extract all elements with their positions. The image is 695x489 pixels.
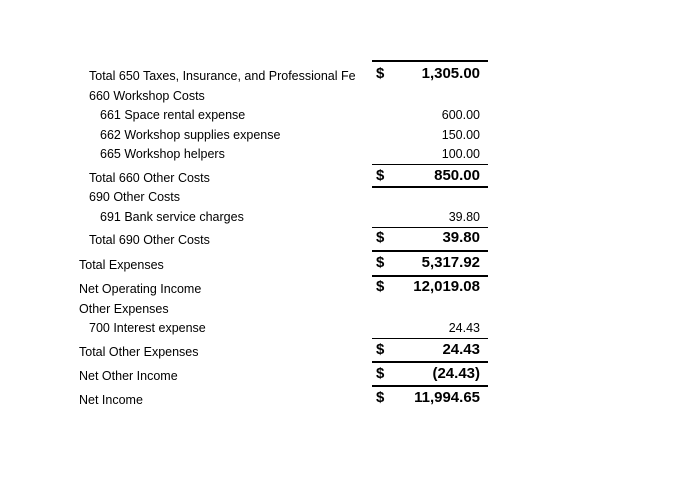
row-665-amount: 100.00: [441, 147, 480, 161]
total-660-amount: 850.00: [434, 167, 480, 184]
net-other-bottom-rule: [372, 385, 488, 387]
net-operating-income-amount: 12,019.08: [413, 278, 480, 295]
total-690-amount: 39.80: [442, 229, 480, 246]
total-660-label: Total 660 Other Costs: [89, 171, 210, 185]
row-661-amount: 600.00: [441, 108, 480, 122]
total-other-top-rule: [372, 338, 488, 339]
total-expenses-currency: $: [376, 254, 385, 271]
total-660-bottom-rule: [372, 186, 488, 188]
row-662-amount: 150.00: [441, 128, 480, 142]
total-650-top-rule: [372, 60, 488, 62]
total-660-top-rule: [372, 164, 488, 165]
row-661-label: 661 Space rental expense: [100, 108, 246, 122]
total-650-currency: $: [376, 65, 385, 82]
total-expenses-label: Total Expenses: [79, 258, 164, 272]
total-660-currency: $: [376, 167, 385, 184]
total-other-expenses-label: Total Other Expenses: [79, 345, 199, 359]
net-income-currency: $: [376, 389, 385, 406]
total-650-amount: 1,305.00: [421, 65, 480, 82]
section-690-heading: 690 Other Costs: [89, 190, 181, 204]
total-other-expenses-amount: 24.43: [442, 341, 480, 358]
total-expenses-amount: 5,317.92: [421, 254, 480, 271]
total-690-currency: $: [376, 229, 385, 246]
total-other-bottom-rule: [372, 361, 488, 363]
total-690-label: Total 690 Other Costs: [89, 233, 210, 247]
total-690-top-rule: [372, 227, 488, 228]
row-700-label: 700 Interest expense: [89, 321, 206, 335]
section-660-heading: 660 Workshop Costs: [89, 89, 205, 103]
row-700-amount: 24.43: [448, 321, 480, 335]
total-other-expenses-currency: $: [376, 341, 385, 358]
net-other-income-label: Net Other Income: [79, 369, 178, 383]
net-operating-income-currency: $: [376, 278, 385, 295]
total-690-bottom-rule: [372, 250, 488, 252]
total-650-label: Total 650 Taxes, Insurance, and Professional Fe: [89, 69, 356, 83]
net-income-label: Net Income: [79, 393, 143, 407]
net-other-income-amount: (24.43): [432, 365, 480, 382]
row-665-label: 665 Workshop helpers: [100, 147, 225, 161]
row-691-amount: 39.80: [448, 210, 480, 224]
row-662-label: 662 Workshop supplies expense: [100, 128, 281, 142]
total-expenses-bottom-rule: [372, 275, 488, 277]
net-operating-income-label: Net Operating Income: [79, 282, 202, 296]
other-expenses-heading: Other Expenses: [79, 302, 169, 316]
net-income-amount: 11,994.65: [414, 389, 480, 406]
net-other-income-currency: $: [376, 365, 385, 382]
row-691-label: 691 Bank service charges: [100, 210, 244, 224]
